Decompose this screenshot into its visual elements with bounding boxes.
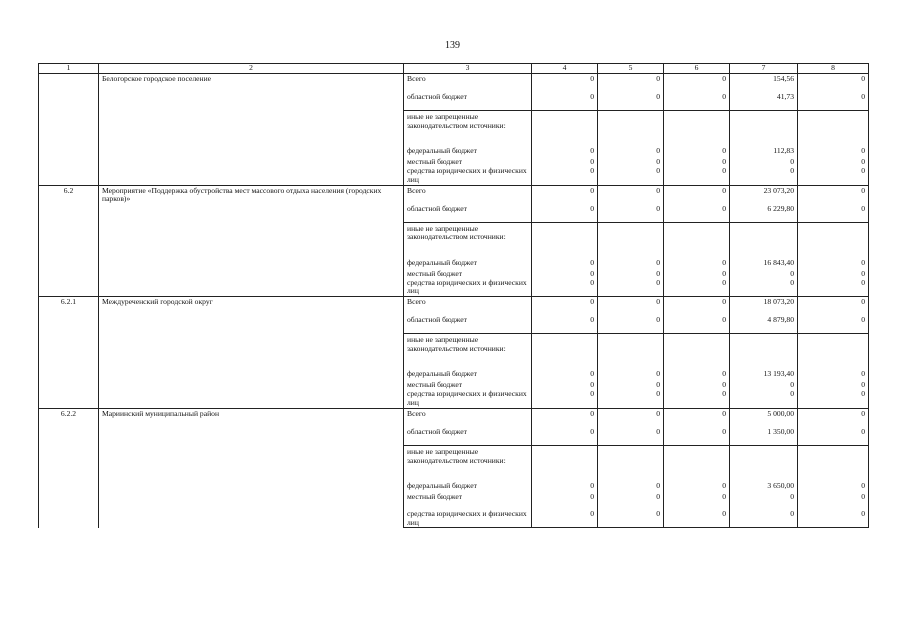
amount-cell: 0 [664,270,730,279]
amount-cell: 0 [598,251,664,270]
amount-cell: 0 [798,92,869,111]
item-number: 6.2 [39,185,99,297]
amount-cell: 0 [664,390,730,408]
funding-source-label: областной бюджет [404,92,532,111]
amount-cell: 0 [730,158,798,167]
amount-cell [664,222,730,251]
amount-cell: 0 [798,315,869,334]
amount-cell: 0 [664,74,730,93]
amount-cell: 0 [532,270,598,279]
amount-cell: 0 [532,381,598,390]
table-row-total-row [39,297,869,316]
amount-cell: 0 [598,362,664,381]
funding-source-label: Всего [404,74,532,93]
amount-cell [798,111,869,140]
amount-cell: 0 [532,493,598,510]
amount-cell: 0 [532,92,598,111]
amount-cell: 0 [598,204,664,223]
amount-cell: 0 [598,167,664,185]
amount-cell: 0 [664,92,730,111]
amount-cell [730,334,798,363]
amount-cell: 0 [798,139,869,158]
item-name: Междуреченский городской округ [99,297,404,409]
amount-cell [664,334,730,363]
funding-source-label: областной бюджет [404,204,532,223]
amount-cell: 0 [532,427,598,446]
item-name: Белогорское городское поселение [99,74,404,186]
amount-cell: 0 [798,279,869,297]
funding-source-label: Всего [404,185,532,204]
amount-cell: 0 [798,270,869,279]
table-header-row [39,64,869,74]
amount-cell: 0 [532,204,598,223]
item-number: 6.2.2 [39,408,99,528]
amount-cell: 3 650,00 [730,474,798,493]
amount-cell [798,445,869,474]
amount-cell: 0 [598,510,664,528]
amount-cell: 0 [598,315,664,334]
amount-cell: 0 [798,390,869,408]
amount-cell [532,222,598,251]
funding-source-label: средства юридических и физических лиц [404,390,532,408]
amount-cell [532,111,598,140]
amount-cell: 0 [532,167,598,185]
amount-cell: 0 [730,390,798,408]
amount-cell: 0 [798,251,869,270]
amount-cell [730,222,798,251]
amount-cell: 0 [532,510,598,528]
amount-cell: 0 [664,474,730,493]
amount-cell [598,111,664,140]
amount-cell: 5 000,00 [730,408,798,427]
amount-cell: 0 [664,493,730,510]
column-header: 4 [532,64,598,74]
column-header: 1 [39,64,99,74]
funding-source-label: областной бюджет [404,427,532,446]
funding-source-label: иные не запрещенные законодательством источники: [404,445,532,474]
amount-cell: 0 [730,167,798,185]
amount-cell: 0 [598,92,664,111]
amount-cell: 0 [664,167,730,185]
amount-cell: 0 [664,315,730,334]
amount-cell: 0 [532,474,598,493]
amount-cell: 0 [664,158,730,167]
page-number: 139 [445,40,460,51]
table-row-total-row [39,74,869,93]
amount-cell: 0 [664,362,730,381]
funding-source-label: иные не запрещенные законодательством источники: [404,222,532,251]
funding-source-label: средства юридических и физических лиц [404,510,532,528]
amount-cell: 16 843,40 [730,251,798,270]
funding-source-label: местный бюджет [404,270,532,279]
amount-cell: 0 [598,390,664,408]
amount-cell: 0 [798,185,869,204]
funding-source-label: местный бюджет [404,158,532,167]
column-header: 8 [798,64,869,74]
amount-cell: 0 [664,510,730,528]
amount-cell: 0 [532,362,598,381]
amount-cell: 0 [664,185,730,204]
amount-cell: 23 073,20 [730,185,798,204]
amount-cell: 0 [598,279,664,297]
table-row-total-row [39,408,869,427]
amount-cell: 0 [598,185,664,204]
amount-cell: 0 [798,158,869,167]
amount-cell [664,111,730,140]
budget-table [38,63,869,528]
amount-cell: 0 [798,474,869,493]
amount-cell: 0 [532,185,598,204]
item-number [39,74,99,186]
amount-cell [598,222,664,251]
column-header: 7 [730,64,798,74]
amount-cell: 0 [798,297,869,316]
item-name: Мероприятие «Поддержка обустройства мест массового отдыха населения (городских парков)» [99,185,404,297]
amount-cell: 0 [598,270,664,279]
amount-cell [598,445,664,474]
amount-cell: 0 [598,74,664,93]
amount-cell: 0 [598,474,664,493]
amount-cell [598,334,664,363]
amount-cell: 0 [798,167,869,185]
amount-cell: 13 193,40 [730,362,798,381]
column-header: 5 [598,64,664,74]
amount-cell: 0 [664,427,730,446]
funding-source-label: средства юридических и физических лиц [404,279,532,297]
amount-cell: 0 [598,297,664,316]
amount-cell: 0 [598,408,664,427]
amount-cell [798,222,869,251]
funding-source-label: федеральный бюджет [404,362,532,381]
amount-cell: 6 229,80 [730,204,798,223]
amount-cell: 0 [798,362,869,381]
funding-source-label: средства юридических и физических лиц [404,167,532,185]
funding-source-label: Всего [404,297,532,316]
amount-cell: 0 [730,279,798,297]
item-name: Мариинский муниципальный район [99,408,404,528]
amount-cell: 1 350,00 [730,427,798,446]
funding-source-label: областной бюджет [404,315,532,334]
amount-cell: 0 [798,204,869,223]
amount-cell: 0 [532,251,598,270]
amount-cell: 0 [798,381,869,390]
amount-cell: 0 [664,408,730,427]
amount-cell: 0 [532,74,598,93]
amount-cell: 0 [730,381,798,390]
amount-cell: 0 [664,279,730,297]
item-number: 6.2.1 [39,297,99,409]
amount-cell: 0 [598,493,664,510]
amount-cell: 0 [664,204,730,223]
funding-source-label: федеральный бюджет [404,139,532,158]
funding-source-label: местный бюджет [404,381,532,390]
amount-cell: 0 [730,510,798,528]
amount-cell: 0 [532,408,598,427]
amount-cell: 4 879,80 [730,315,798,334]
amount-cell: 0 [532,158,598,167]
amount-cell: 0 [664,381,730,390]
funding-source-label: местный бюджет [404,493,532,510]
amount-cell: 0 [730,270,798,279]
amount-cell: 0 [798,510,869,528]
amount-cell: 18 073,20 [730,297,798,316]
amount-cell: 0 [532,279,598,297]
amount-cell: 0 [598,427,664,446]
amount-cell: 0 [664,139,730,158]
amount-cell: 112,83 [730,139,798,158]
funding-source-label: федеральный бюджет [404,251,532,270]
amount-cell: 0 [798,427,869,446]
amount-cell [664,445,730,474]
amount-cell: 0 [532,390,598,408]
amount-cell: 154,56 [730,74,798,93]
amount-cell: 0 [798,74,869,93]
amount-cell [730,445,798,474]
amount-cell: 0 [798,493,869,510]
amount-cell: 0 [532,139,598,158]
column-header: 3 [404,64,532,74]
amount-cell: 0 [598,158,664,167]
funding-source-label: иные не запрещенные законодательством источники: [404,111,532,140]
amount-cell: 0 [532,315,598,334]
funding-source-label: Всего [404,408,532,427]
amount-cell: 0 [598,381,664,390]
amount-cell: 41,73 [730,92,798,111]
amount-cell [532,334,598,363]
table-row-total-row [39,185,869,204]
amount-cell: 0 [798,408,869,427]
amount-cell: 0 [664,297,730,316]
column-header: 6 [664,64,730,74]
funding-source-label: федеральный бюджет [404,474,532,493]
amount-cell: 0 [664,251,730,270]
amount-cell [730,111,798,140]
funding-source-label: иные не запрещенные законодательством источники: [404,334,532,363]
amount-cell: 0 [730,493,798,510]
amount-cell: 0 [532,297,598,316]
amount-cell [532,445,598,474]
column-header: 2 [99,64,404,74]
amount-cell: 0 [598,139,664,158]
amount-cell [798,334,869,363]
